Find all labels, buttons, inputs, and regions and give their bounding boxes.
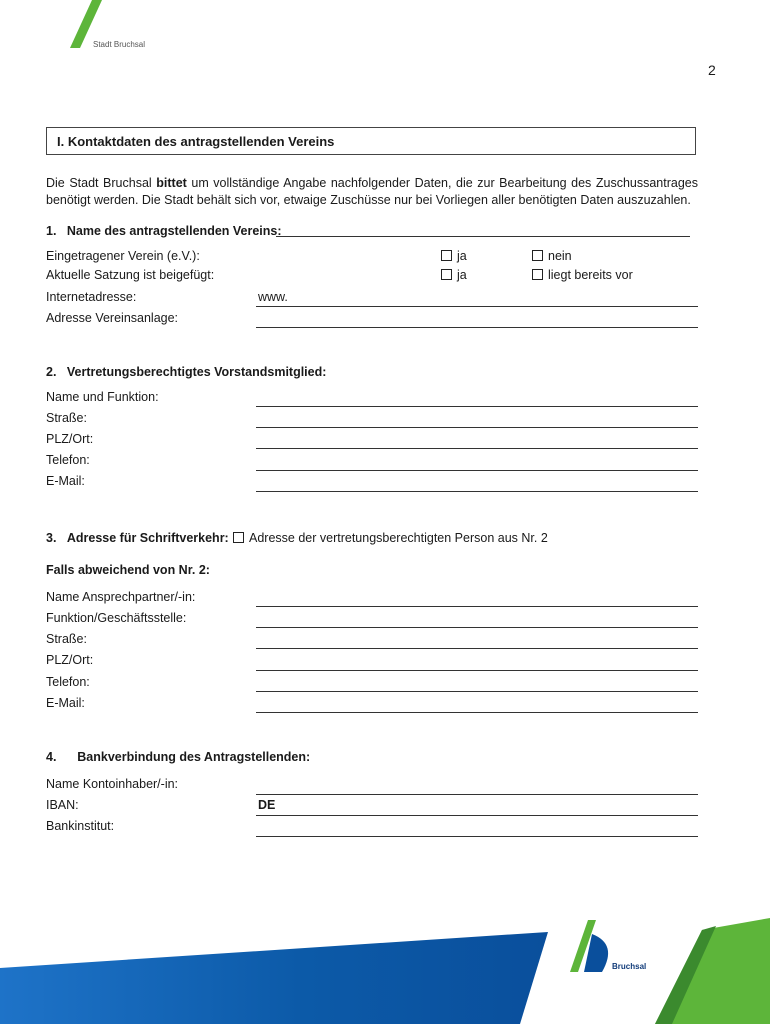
footer-brand-text: Bruchsal [612, 962, 647, 971]
s2-title: Vertretungsberechtigtes Vorstandsmitglied: [66, 365, 327, 379]
s4-number: 4. [46, 750, 57, 764]
s4-input-line[interactable] [256, 794, 698, 795]
s4-input-line[interactable] [256, 836, 698, 837]
s4-field-label: Name Kontoinhaber/-in: [46, 777, 179, 791]
footer-band [0, 900, 770, 1024]
section-title: I. Kontaktdaten des antragstellenden Vereins [46, 127, 696, 155]
s4-field-label: IBAN: [46, 798, 79, 812]
s3-number: 3. [46, 531, 57, 545]
header-logo [68, 0, 178, 52]
footer-graphic [0, 900, 770, 1024]
s1-number: 1. [46, 224, 57, 238]
intro-part1: Die Stadt Bruchsal [46, 176, 157, 190]
checkbox-icon [441, 250, 452, 261]
satzung-alt-label: liegt bereits vor [548, 268, 633, 282]
intro-part2: um vollständige Angabe nachfolgender Daten, die zur Bearbeitung des Zuschussantrages benötigt werden. Die Stadt behält sich vor, etwaige Zuschüsse nur bei Vorliegen aller benötigten Daten auszuzahlen. [46, 176, 699, 207]
ev-no-checkbox[interactable] [532, 249, 572, 263]
s2-input-line[interactable] [256, 470, 698, 471]
ev-no-label: nein [548, 249, 572, 263]
internet-input-line[interactable] [256, 306, 698, 307]
s2-field-label: PLZ/Ort: [46, 432, 94, 446]
s1-title: Name des antragstellenden Vereins: [66, 224, 282, 238]
s4-heading [46, 750, 310, 764]
s2-heading [46, 365, 326, 379]
header-brand-text: Stadt Bruchsal [93, 40, 146, 49]
iban-prefix: DE [258, 798, 276, 812]
s2-field-label: Telefon: [46, 453, 90, 467]
ev-label: Eingetragener Verein (e.V.): [46, 249, 200, 263]
anlage-input-line[interactable] [256, 327, 698, 328]
s2-number: 2. [46, 365, 57, 379]
s3-title: Adresse für Schriftverkehr: [66, 531, 229, 545]
s3-field-label: Funktion/Geschäftsstelle: [46, 611, 187, 625]
ev-yes-checkbox[interactable] [441, 249, 467, 263]
s4-field-label: Bankinstitut: [46, 819, 115, 833]
s2-input-line[interactable] [256, 448, 698, 449]
s2-field-label: E-Mail: [46, 474, 85, 488]
satzung-yes-label: ja [457, 268, 467, 282]
s1-heading [46, 224, 282, 238]
internet-label: Internetadresse: [46, 290, 137, 304]
s4-title: Bankverbindung des Antragstellenden: [77, 750, 311, 764]
satzung-alt-checkbox[interactable] [532, 268, 633, 282]
s3-input-line[interactable] [256, 670, 698, 671]
s3-input-line[interactable] [256, 712, 698, 713]
s1-name-line[interactable] [276, 236, 690, 237]
s2-input-line[interactable] [256, 427, 698, 428]
satzung-label: Aktuelle Satzung ist beigefügt: [46, 268, 215, 282]
s3-heading [46, 531, 229, 545]
checkbox-icon [441, 269, 452, 280]
anlage-label: Adresse Vereinsanlage: [46, 311, 179, 325]
s3-input-line[interactable] [256, 648, 698, 649]
s2-input-line[interactable] [256, 406, 698, 407]
footer-logo-icon [570, 920, 608, 972]
s3-option-label: Adresse der vertretungsberechtigten Person aus Nr. 2 [249, 531, 548, 545]
s2-input-line[interactable] [256, 491, 698, 492]
satzung-yes-checkbox[interactable] [441, 268, 467, 282]
s3-field-label: Straße: [46, 632, 87, 646]
ev-yes-label: ja [457, 249, 467, 263]
s3-subtitle: Falls abweichend von Nr. 2: [46, 563, 210, 577]
s3-field-label: E-Mail: [46, 696, 85, 710]
checkbox-icon [532, 269, 543, 280]
page-number: 2 [708, 62, 716, 78]
s3-input-line[interactable] [256, 627, 698, 628]
s2-field-label: Straße: [46, 411, 87, 425]
s3-field-label: Telefon: [46, 675, 90, 689]
internet-prefix: www. [258, 290, 288, 304]
checkbox-icon [532, 250, 543, 261]
s3-input-line[interactable] [256, 691, 698, 692]
s3-field-label: PLZ/Ort: [46, 653, 94, 667]
checkbox-icon [233, 532, 244, 543]
s3-same-address-checkbox[interactable] [233, 531, 548, 545]
s3-field-label: Name Ansprechpartner/-in: [46, 590, 196, 604]
s2-field-label: Name und Funktion: [46, 390, 159, 404]
intro-text [46, 175, 698, 209]
s3-input-line[interactable] [256, 606, 698, 607]
intro-bold: bittet [156, 176, 187, 190]
iban-input-line[interactable] [256, 815, 698, 816]
